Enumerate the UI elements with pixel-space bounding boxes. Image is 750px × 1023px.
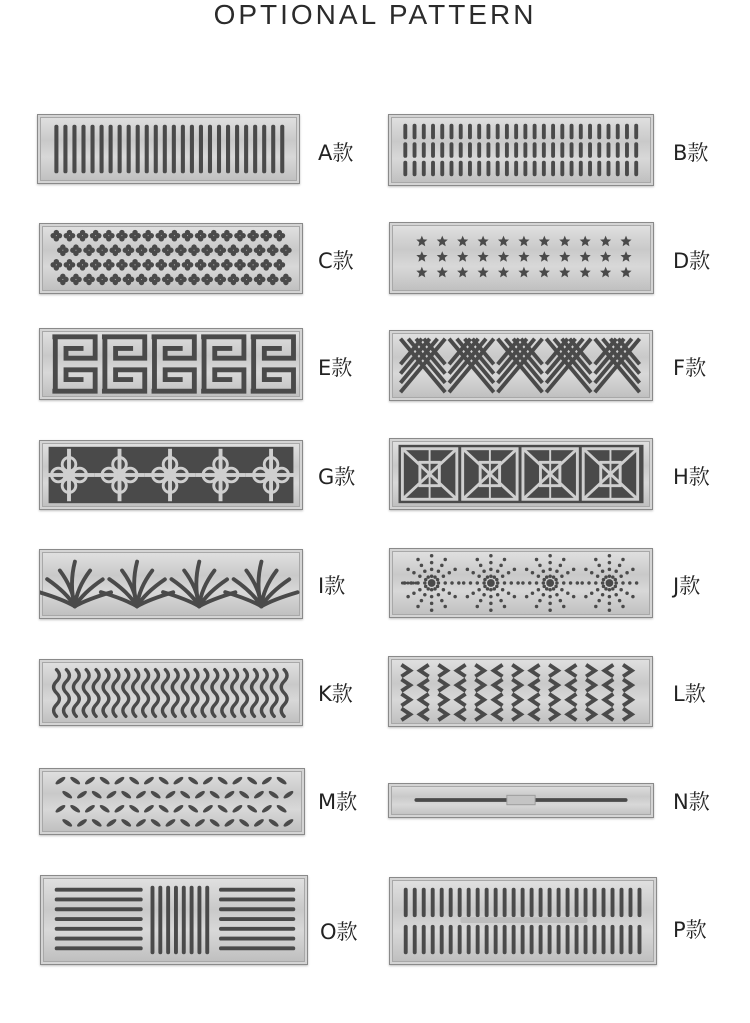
quatrefoil-pattern (40, 224, 302, 293)
grate-p (389, 877, 657, 965)
maze-slots-pattern (41, 876, 307, 964)
label-e: E款 (318, 356, 353, 380)
grate-l (388, 656, 653, 727)
palm-fan-pattern (40, 550, 302, 618)
label-p: P款 (673, 918, 707, 942)
grate-j (389, 548, 653, 618)
starburst-dots-pattern (390, 549, 652, 617)
label-d: D款 (673, 249, 711, 273)
label-h: H款 (673, 465, 710, 489)
label-j: J款 (673, 574, 701, 598)
label-i: I款 (318, 574, 346, 598)
grate-a (37, 114, 300, 184)
greek-key-pattern (40, 329, 302, 399)
floral-lattice-pattern (40, 441, 302, 509)
label-k: K款 (318, 682, 353, 706)
label-n: N款 (673, 790, 710, 814)
grid-slots-pattern (390, 878, 656, 964)
grate-g (39, 440, 303, 510)
label-a: A款 (318, 141, 354, 165)
chevrons-pattern (389, 657, 652, 726)
grate-h (389, 438, 653, 510)
stars-pattern (390, 223, 653, 293)
vertical-slots-pattern (38, 115, 299, 183)
label-o: O款 (320, 920, 358, 944)
label-c: C款 (318, 249, 354, 273)
label-b: B款 (673, 141, 709, 165)
grate-k (39, 659, 303, 726)
grate-c (39, 223, 303, 294)
grate-f (389, 330, 653, 401)
diagonal-cross-pattern (390, 331, 652, 400)
grate-i (39, 549, 303, 619)
diamond-leaves-pattern (40, 769, 304, 834)
grate-d (389, 222, 654, 294)
grate-e (39, 328, 303, 400)
double-row-slots-pattern (389, 115, 653, 185)
grate-b (388, 114, 654, 186)
wavy-lines-pattern (40, 660, 302, 725)
page-title: OPTIONAL PATTERN (213, 0, 537, 30)
linear-slot-pattern (389, 784, 653, 817)
geometric-lattice-pattern (390, 439, 652, 509)
grate-m (39, 768, 305, 835)
label-m: M款 (318, 790, 358, 814)
label-f: F款 (673, 356, 707, 380)
label-g: G款 (318, 465, 356, 489)
grate-n (388, 783, 654, 818)
grate-o (40, 875, 308, 965)
label-l: L款 (673, 682, 706, 706)
